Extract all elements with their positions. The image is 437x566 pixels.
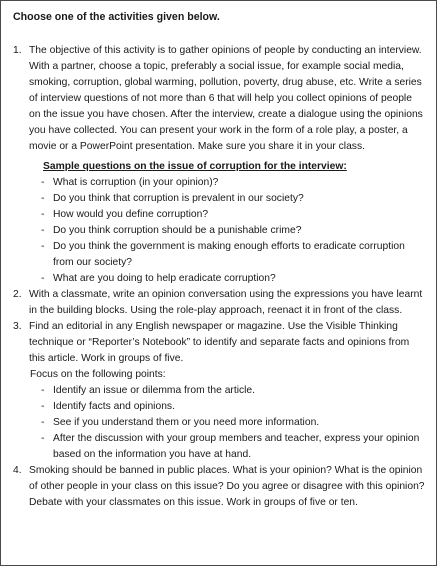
- list-item: - After the discussion with your group members and teacher, express your opinion based on the information you have at hand.: [41, 433, 420, 460]
- list-item: - How would you define corruption?: [41, 209, 209, 220]
- item-text: Find an editorial in any English newspaper or magazine. Use the Visible Thinking technique or “Reporter’s Notebook” to identify and separate facts and opinions from this article. Work in groups of five.: [29, 321, 410, 364]
- item-number: 3.: [13, 321, 22, 332]
- item-number: 4.: [13, 465, 22, 476]
- list-item: - Do you think that corruption is prevalent in our society?: [41, 193, 304, 204]
- list-item: - What are you doing to help eradicate corruption?: [41, 273, 276, 284]
- item-text: The objective of this activity is to gather opinions of people by conducting an interview. With a partner, choose a topic, preferably a social issue, for example social media, smoking, corruption, global warming, pollution, poverty, drug abuse, etc. Write a series of interview questions of not more than 6 that will help you collect opinions of people on the issue you have chosen. After the interview, create a dialogue using the opinions you have collected. You can present your work in the form of a role play, a poster, a movie or a PowerPoint presentation. Make sure you share it in your class.: [29, 45, 423, 152]
- activity-item-3: [11, 319, 426, 463]
- page-heading: Choose one of the activities given below.: [13, 11, 220, 23]
- item-number: 2.: [13, 289, 22, 300]
- list-item: - See if you understand them or you need more information.: [41, 417, 320, 428]
- item-text: Smoking should be banned in public places. What is your opinion? What is the opinion of other people in your class on this issue? Do you agree or disagree with this opinion? Debate with your classmates on this issue. Work in groups of five or ten.: [29, 465, 425, 508]
- focus-label: Focus on the following points:: [30, 369, 166, 380]
- list-item: - Identify an issue or dilemma from the article.: [41, 385, 256, 396]
- list-item: - Do you think the government is making enough efforts to eradicate corruption from our society?: [41, 241, 405, 268]
- activity-item-4: [11, 463, 426, 511]
- list-item: - Identify facts and opinions.: [41, 401, 175, 412]
- sample-questions-title: Sample questions on the issue of corruption for the interview:: [43, 161, 347, 172]
- item-number: 1.: [13, 45, 22, 56]
- item-text: With a classmate, write an opinion conversation using the expressions you have learnt in the building blocks. Using the role-play approach, reenact it in front of the class.: [29, 289, 423, 316]
- sample-questions-list: [29, 175, 426, 287]
- activity-item-1: [11, 43, 426, 287]
- focus-points-list: [29, 383, 426, 463]
- list-item: - Do you think corruption should be a punishable crime?: [41, 225, 302, 236]
- activity-item-2: [11, 287, 426, 319]
- list-item: - What is corruption (in your opinion)?: [41, 177, 219, 188]
